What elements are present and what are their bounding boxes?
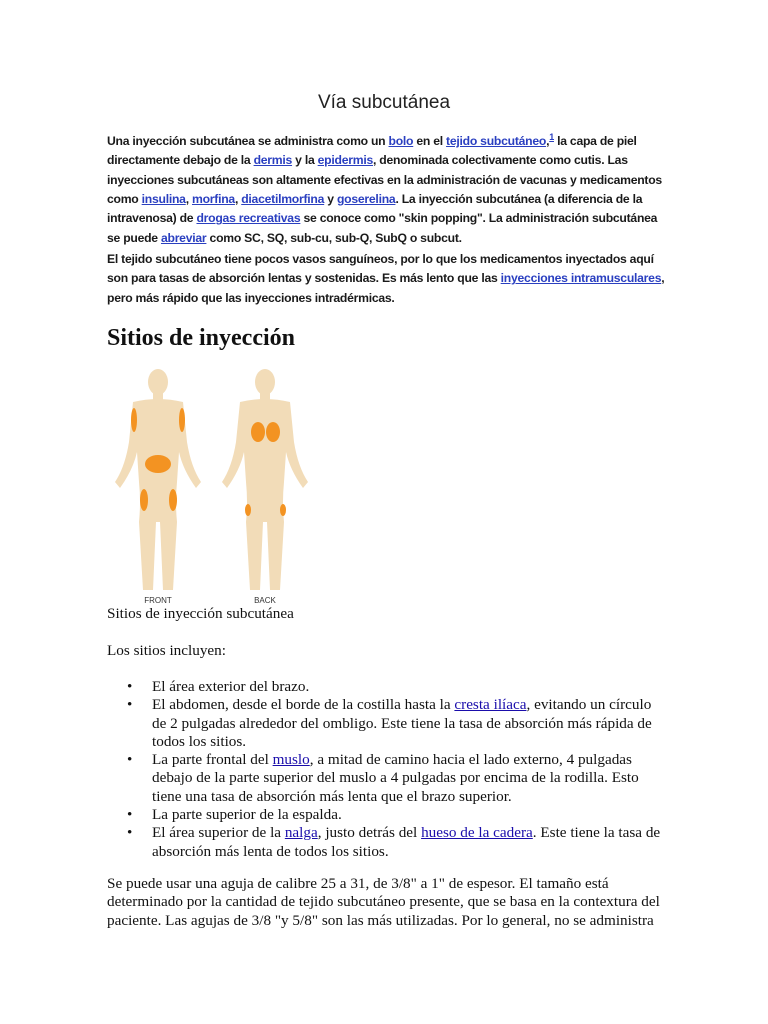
text: como SC, SQ, sub-cu, sub-Q, SubQ o subcut. <box>206 230 462 245</box>
text: . La inyección subcutánea (a diferencia de la intravenosa) de <box>107 191 643 226</box>
link-cresta-iliaca[interactable]: cresta ilíaca <box>454 696 527 714</box>
text: La parte superior de la espalda. <box>152 806 342 824</box>
section-heading: Sitios de inyección <box>107 325 296 351</box>
text: Una inyección subcutánea se administra como un <box>107 134 389 149</box>
back-body <box>222 369 308 590</box>
link-drogas-recreativas[interactable]: drogas recreativas <box>196 211 301 226</box>
text: El área superior de la <box>152 824 285 842</box>
text: , <box>546 134 550 149</box>
list-item <box>107 678 667 696</box>
front-label: FRONT <box>144 596 172 605</box>
text: El área exterior del brazo. <box>152 678 310 695</box>
sites-list <box>107 678 667 861</box>
text: El tejido subcutáneo tiene pocos vasos sanguíneos, por lo que los medicamentos inyectados aquí son para tasas de absorción lentas y sostenidas. Es más lento que las <box>107 252 654 286</box>
footnote-link[interactable]: 1 <box>549 132 554 142</box>
link-goserelina[interactable]: goserelina <box>336 191 396 206</box>
text: , denominada colectivamente como cutis. Las inyecciones subcutáneas son altamente efectivas en la administración de vacunas y medicamentos como <box>107 153 662 206</box>
intro-paragraph <box>107 128 667 248</box>
back-label: BACK <box>254 596 276 605</box>
text: , evitando un círculo de 2 pulgadas alrededor del ombligo. Este tiene la tasa de absorción más rápida de todos los sitios. <box>152 696 652 750</box>
absorption-paragraph <box>107 250 667 308</box>
text: la capa de piel directamente debajo de la <box>107 134 637 168</box>
front-body <box>115 369 201 590</box>
text: y <box>324 191 337 206</box>
link-abreviar[interactable]: abreviar <box>160 230 207 245</box>
list-item <box>107 696 667 751</box>
text: . Este tiene la tasa de absorción más lenta de todos los sitios. <box>152 824 661 860</box>
text: El abdomen, desde el borde de la costilla hasta la <box>152 696 455 714</box>
sites-intro: Los sitios incluyen: <box>107 642 226 659</box>
list-item <box>107 806 667 824</box>
link-tejido-subcutaneo[interactable]: tejido subcutáneo <box>446 134 547 149</box>
link-inyecciones-intramusculares[interactable]: inyecciones intramusculares <box>500 271 662 286</box>
text: se conoce como "skin popping". La administración subcutánea se puede <box>107 211 658 245</box>
figure-caption: Sitios de inyección subcutánea <box>107 605 294 622</box>
link-bolo[interactable]: bolo <box>388 134 414 149</box>
link-diacetilmorfina[interactable]: diacetilmorfina <box>241 191 325 206</box>
link-dermis[interactable]: dermis <box>253 153 293 168</box>
text: y la <box>292 153 318 168</box>
link-hueso-de-la-cadera[interactable]: hueso de la cadera <box>421 824 533 842</box>
text: en el <box>413 134 447 149</box>
link-muslo[interactable]: muslo <box>272 751 310 769</box>
page-title: Vía subcutánea <box>317 92 451 113</box>
text: , justo detrás del <box>317 824 422 842</box>
link-morfina[interactable]: morfina <box>191 191 235 206</box>
text: , <box>234 191 242 206</box>
text: , <box>185 191 192 206</box>
text: , a mitad de camino hacia el lado externo, 4 pulgadas debajo de la parte superior del muslo a 4 pulgadas por encima de la rodilla. Esto tiene una tasa de absorción más lenta que el brazo superior. <box>152 751 639 805</box>
list-item <box>107 824 667 861</box>
list-item <box>107 751 667 806</box>
text: La parte frontal del <box>152 751 273 769</box>
injection-sites-figure <box>103 362 328 607</box>
link-insulina[interactable]: insulina <box>141 191 186 206</box>
link-epidermis[interactable]: epidermis <box>317 153 373 168</box>
link-nalga[interactable]: nalga <box>284 824 318 842</box>
needle-paragraph: Se puede usar una aguja de calibre 25 a 31, de 3/8" a 1" de espesor. El tamaño está determinado por la cantidad de tejido subcutáneo presente, que se basa en la contextura del paciente. Las agujas de 3/8 "y 5/8" son las más utilizadas. Por lo general, no se administra <box>107 875 660 929</box>
text: , pero más rápido que las inyecciones intradérmicas. <box>107 271 665 305</box>
